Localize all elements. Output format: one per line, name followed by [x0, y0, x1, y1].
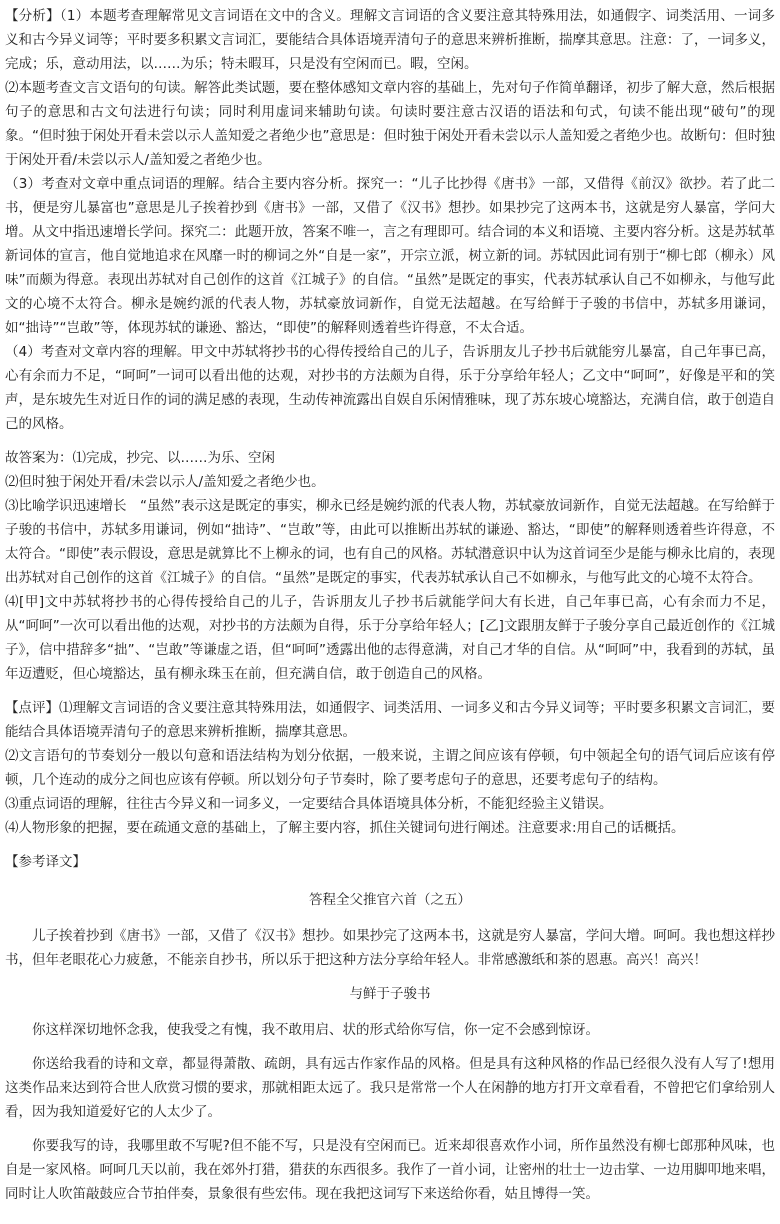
comment-section — [5, 696, 775, 840]
analysis-paragraph-3: （3）考查对文章中重点词语的理解。结合主要内容分析。探究一：“儿子比抄得《唐书》一部，又借得《前汉》欲抄。若了此二书，便是穷儿暴富也”意思是儿子挨着抄到《唐书》一部，又借了《汉书》想抄。如果抄完了这两本书，这就是穷人暴富，学问大增。从文中指迅速增长学问。探究二：此题开放，答案不唯一，言之有理即可。结合词的本义和语境、主要内容分析。这是苏轼革新词体的宣言，他自觉地追求在风靡一时的柳词之外“自是一家”，开宗立派，树立新的词。苏轼因此词有别于“柳七郎（柳永）风味”而颇为得意。表现出苏轼对自己创作的这首《江城子》的自信。“虽然”是既定的事实，代表苏轼承认自己不如柳永，与他写此文的心境不太符合。柳永是婉约派的代表人物，苏轼豪放词新作，自觉无法超越。在写给鲜于子骏的书信中，苏轼多用谦词，如“拙诗”“岂敢”等，体现苏轼的谦逊、豁达，“即使”的解释则透着些许得意，不太合适。 — [5, 176, 775, 336]
answer-paragraph-2: ⑵但时独于闲处开看/未尝以示人/盖知爱之者绝少也。 — [5, 474, 325, 490]
analysis-paragraph-4: （4）考查对文章内容的理解。甲文中苏轼将抄书的心得传授给自己的儿子，告诉朋友儿子抄书后就能穷儿暴富，自己年事已高，心有余而力不足，“呵呵”一词可以看出他的达观，对抄书的方法颇为自得，乐于分享给年轻人；乙文中“呵呵”，好像是平和的笑声，是东坡先生对近日作的词的满足感的表现，生动传神流露出自娱自乐闲情雅味，现了苏东坡心境豁达，充满自信，敢于创造自己的风格。 — [5, 344, 775, 432]
reference-translation-section — [5, 850, 775, 1206]
comment-paragraph-3: ⑶重点词语的理解，往往古今异义和一词多义，一定要结合具体语境具体分析，不能犯经验主义错误。 — [5, 796, 613, 812]
answer-paragraph-1: 故答案为：⑴完成，抄完、以……为乐、空闲 — [5, 450, 275, 466]
translation-paragraph-1: 儿子挨着抄到《唐书》一部，又借了《汉书》想抄。如果抄完了这两本书，这就是穷人暴富，学问大增。呵呵。我也想这样抄书，但年老眼花心力疲惫，不能亲自抄书，所以乐于把这种方法分享给年轻人。非常感激纸和茶的恩惠。高兴！高兴！ — [5, 928, 775, 968]
comment-paragraph-1: 【点评】⑴理解文言词语的含义要注意其特殊用法，如通假字、词类活用、一词多义和古今异义词等；平时要多积累文言词汇，要能结合具体语境弄清句子的意思来辨析推断，揣摩其意思。 — [5, 700, 775, 740]
translation-paragraph-2: 你这样深切地怀念我，使我受之有愧，我不敢用启、状的形式给你写信，你一定不会感到惊讶。 — [32, 1022, 599, 1038]
comment-paragraph-4: ⑷人物形象的把握，要在疏通文意的基础上，了解主要内容，抓住关键词句进行阐述。注意要求:用自己的话概括。 — [5, 820, 685, 836]
translation-paragraph-3: 你送给我看的诗和文章，都显得萧散、疏朗，具有远古作家作品的风格。但是具有这种风格的作品已经很久没有人写了!想用这类作品来达到符合世人欣赏习惯的要求，那就相距太远了。我只是常常一个人在闲静的地方打开文章看看，不曾把它们拿给别人看，因为我知道爱好它的人太少了。 — [5, 1056, 775, 1120]
comment-paragraph-2: ⑵文言语句的节奏划分一般以句意和语法结构为划分依据，一般来说，主谓之间应该有停顿，句中领起全句的语气词后应该有停顿，几个连动的成分之间也应该有停顿。所以划分句子节奏时，除了要考虑句子的意思，还要考虑句子的结构。 — [5, 748, 775, 788]
analysis-paragraph-2: ⑵本题考查文言文语句的句读。解答此类试题，要在整体感知文章内容的基础上，先对句子作简单翻译，初步了解大意，然后根据句子的意思和古文句法进行句读；同时利用虚词来辅助句读。句读时要注意古汉语的语法和句式，句读不能出现“破句”的现象。“但时独于闲处开看未尝以示人盖知爱之者绝少也”意思是：但时独于闲处开看未尝以示人盖知爱之者绝少也。故断句：但时独于闲处开看/未尝以示人/盖知爱之者绝少也。 — [5, 80, 775, 168]
answer-paragraph-3: ⑶比喻学识迅速增长 “虽然”表示这是既定的事实，柳永已经是婉约派的代表人物，苏轼豪放词新作，自觉无法超越。在写给鲜于子骏的书信中，苏轼多用谦词，例如“拙诗”、“岂敢”等，由此可以推断出苏轼的谦逊、豁达，“即使”的解释则透着些许得意，不太符合。“即使”表示假设，意思是就算比不上柳永的词，也有自己的风格。苏轼潜意识中认为这首词至少是能与柳永比肩的，表现出苏轼对自己创作的这首《江城子》的自信。“虽然”是既定的事实，代表苏轼承认自己不如柳永，与他写此文的心境不太符合。 — [5, 498, 775, 586]
reference-header: 【参考译文】 — [5, 854, 86, 870]
translation-title-1: 答程全父推官六首（之五） — [309, 892, 471, 908]
translation-title-2: 与鲜于子骏书 — [349, 986, 431, 1002]
analysis-paragraph-1: 【分析】（1）本题考查理解常见文言词语在文中的含义。理解文言词语的含义要注意其特殊用法，如通假字、词类活用、一词多义和古今异义词等；平时要多积累文言词汇，要能结合具体语境弄清句子的意思来辨析推断，揣摩其意思。注意：了，一词多义，完成；乐，意动用法，以……为乐；特未暇耳，只是没有空闲而已。暇，空闲。 — [5, 8, 775, 72]
answer-paragraph-4: ⑷[甲]文中苏轼将抄书的心得传授给自己的儿子，告诉朋友儿子抄书后就能学问大有长进，自己年事已高，心有余而力不足，从“呵呵”一次可以看出他的达观，对抄书的方法颇为自得，乐于分享给年轻人；[乙]文跟朋友鲜于子骏分享自己最近创作的《江城子》，信中措辞多“拙”、“岂敢”等谦虚之语，但“呵呵”透露出他的志得意满，对自己才华的自信。从“呵呵”中，我看到的苏轼，虽年迈遭贬，但心境豁达，虽有柳永珠玉在前，但充满自信，敢于创造自己的风格。 — [5, 594, 775, 682]
answer-section — [5, 446, 775, 686]
analysis-section — [5, 4, 775, 436]
translation-paragraph-4: 你要我写的诗，我哪里敢不写呢?但不能不写，只是没有空闲而已。近来却很喜欢作小词，所作虽然没有柳七郎那种风味，也自是一家风格。呵呵几天以前，我在郊外打猎，猎获的东西很多。我作了一首小词，让密州的壮士一边击掌、一边用脚叩地来唱，同时让人吹笛敲鼓应合节拍伴奏，景象很有些宏伟。现在我把这词写下来送给你看，姑且博得一笑。 — [5, 1138, 775, 1202]
